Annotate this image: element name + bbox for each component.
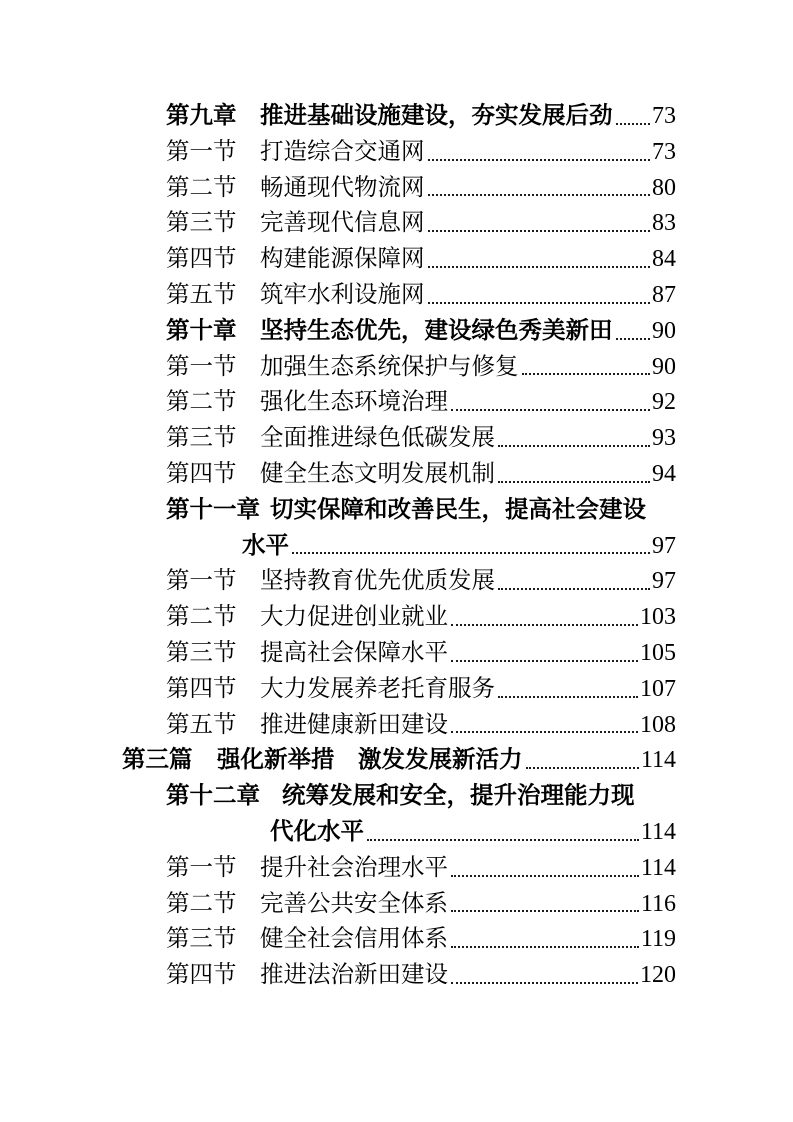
page-number: 90 <box>652 317 676 344</box>
entry-title: 筑牢水利设施网 <box>260 281 425 308</box>
entry-title: 健全生态文明发展机制 <box>260 460 495 487</box>
page-number: 108 <box>640 711 676 738</box>
entry-label: 第二节 <box>166 174 237 201</box>
page-number: 87 <box>652 281 676 308</box>
entry-label: 第五节 <box>166 281 237 308</box>
dot-leader <box>522 373 651 375</box>
dot-leader <box>451 731 638 733</box>
entry-label: 第四节 <box>166 246 237 273</box>
entry-title: 大力促进创业就业 <box>260 604 448 631</box>
entry-label: 第二节 <box>166 389 237 416</box>
entry-label: 第三节 <box>166 210 237 237</box>
page-number: 107 <box>640 675 676 702</box>
entry-label: 第二节 <box>166 890 237 917</box>
entry-label: 第三节 <box>166 639 237 666</box>
entry-label: 第一节 <box>166 138 237 165</box>
entry-label: 第十章 <box>166 316 237 343</box>
entry-title: 提升社会治理水平 <box>260 854 448 881</box>
entry-label: 第一节 <box>166 353 237 380</box>
page-number: 116 <box>640 890 676 917</box>
page-number: 83 <box>652 210 676 237</box>
dot-leader <box>428 194 651 196</box>
dot-leader <box>498 445 650 447</box>
page-number: 94 <box>652 460 676 487</box>
page-number: 97 <box>652 532 676 559</box>
page-number: 114 <box>640 854 676 881</box>
page-number: 80 <box>652 174 676 201</box>
toc-entry-section <box>0 239 676 275</box>
entry-title: 健全社会信用体系 <box>260 926 448 953</box>
entry-title: 统筹发展和安全，提升治理能力现 <box>282 782 635 809</box>
toc-entry-chapter <box>0 311 676 347</box>
dot-leader <box>428 266 651 268</box>
dot-leader <box>451 875 639 877</box>
entry-title: 强化生态环境治理 <box>260 389 448 416</box>
page-number: 93 <box>652 425 676 452</box>
toc-entry-chapter <box>0 490 676 526</box>
entry-title: 大力发展养老托育服务 <box>260 675 495 702</box>
page-number: 120 <box>640 962 676 989</box>
dot-leader <box>526 767 639 769</box>
toc-entry-section <box>0 561 676 597</box>
entry-title: 坚持教育优先优质发展 <box>260 568 495 595</box>
entry-title: 推进基础设施建设，夯实发展后劲 <box>260 102 613 128</box>
entry-title: 全面推进绿色低碳发展 <box>260 425 495 452</box>
entry-title: 完善现代信息网 <box>260 210 425 237</box>
toc-entry-section <box>0 347 676 383</box>
toc-entry-section <box>0 382 676 418</box>
dot-leader <box>451 660 638 662</box>
dot-leader <box>428 230 651 232</box>
entry-title: 完善公共安全体系 <box>260 890 448 917</box>
toc-entry-section <box>0 275 676 311</box>
toc-entry-part <box>0 740 676 776</box>
page-number: 92 <box>652 389 676 416</box>
toc-entry-section <box>0 884 676 920</box>
toc-entry-section <box>0 203 676 239</box>
toc-entry-chapter <box>0 96 676 132</box>
toc-entry-section <box>0 633 676 669</box>
entry-label: 第一节 <box>166 854 237 881</box>
entry-label: 第四节 <box>166 460 237 487</box>
dot-leader <box>367 839 639 841</box>
entry-label: 第四节 <box>166 962 237 989</box>
page-number: 114 <box>640 818 676 845</box>
page-number: 119 <box>640 926 676 953</box>
entry-title: 提高社会保障水平 <box>260 639 448 666</box>
dot-leader <box>498 481 650 483</box>
dot-leader <box>451 946 639 948</box>
entry-label: 第九章 <box>166 102 237 128</box>
page-number: 103 <box>640 604 676 631</box>
page-number: 90 <box>652 353 676 380</box>
page-number: 73 <box>652 103 676 129</box>
entry-title-continuation: 水平 <box>242 531 289 558</box>
entry-label: 第一节 <box>166 568 237 595</box>
toc-entry-section <box>0 705 676 741</box>
toc-entry-section <box>0 955 676 991</box>
toc-entry-section <box>0 919 676 955</box>
entry-title: 坚持生态优先，建设绿色秀美新田 <box>260 316 613 343</box>
entry-title: 打造综合交通网 <box>260 138 425 165</box>
page-number: 97 <box>652 568 676 595</box>
page-number: 73 <box>652 138 676 165</box>
toc-entry-chapter-continuation <box>0 812 676 848</box>
entry-label: 第十一章 <box>166 495 260 522</box>
entry-label: 第三篇 <box>122 746 193 773</box>
entry-title: 推进健康新田建设 <box>260 711 448 738</box>
page-number: 105 <box>640 639 676 666</box>
toc-entry-section <box>0 848 676 884</box>
page-number: 114 <box>640 747 676 774</box>
entry-title: 切实保障和改善民生，提高社会建设 <box>270 495 646 522</box>
entry-title: 构建能源保障网 <box>260 246 425 273</box>
entry-label: 第三节 <box>166 926 237 953</box>
dot-leader <box>451 982 638 984</box>
entry-title: 强化新举措 激发发展新活力 <box>217 746 523 773</box>
entry-title-continuation: 代化水平 <box>270 817 364 844</box>
toc-entry-section <box>0 132 676 168</box>
entry-label: 第十二章 <box>166 782 260 809</box>
page-number: 84 <box>652 246 676 273</box>
dot-leader <box>451 409 650 411</box>
entry-label: 第三节 <box>166 425 237 452</box>
toc-entry-section <box>0 418 676 454</box>
entry-label: 第二节 <box>166 604 237 631</box>
toc-entry-chapter-continuation <box>0 526 676 562</box>
dot-leader <box>616 123 651 125</box>
toc-entry-section <box>0 597 676 633</box>
dot-leader <box>498 696 638 698</box>
entry-title: 畅通现代物流网 <box>260 174 425 201</box>
dot-leader <box>498 588 650 590</box>
dot-leader <box>428 302 651 304</box>
dot-leader <box>451 624 638 626</box>
toc-entry-section <box>0 454 676 490</box>
entry-label: 第五节 <box>166 711 237 738</box>
entry-title: 推进法治新田建设 <box>260 962 448 989</box>
toc-entry-section <box>0 669 676 705</box>
dot-leader <box>428 159 651 161</box>
toc-entry-chapter <box>0 776 676 812</box>
entry-label: 第四节 <box>166 675 237 702</box>
toc-entry-section <box>0 168 676 204</box>
dot-leader <box>616 338 651 340</box>
entry-title: 加强生态系统保护与修复 <box>260 353 519 380</box>
dot-leader <box>451 910 639 912</box>
dot-leader <box>292 552 650 554</box>
